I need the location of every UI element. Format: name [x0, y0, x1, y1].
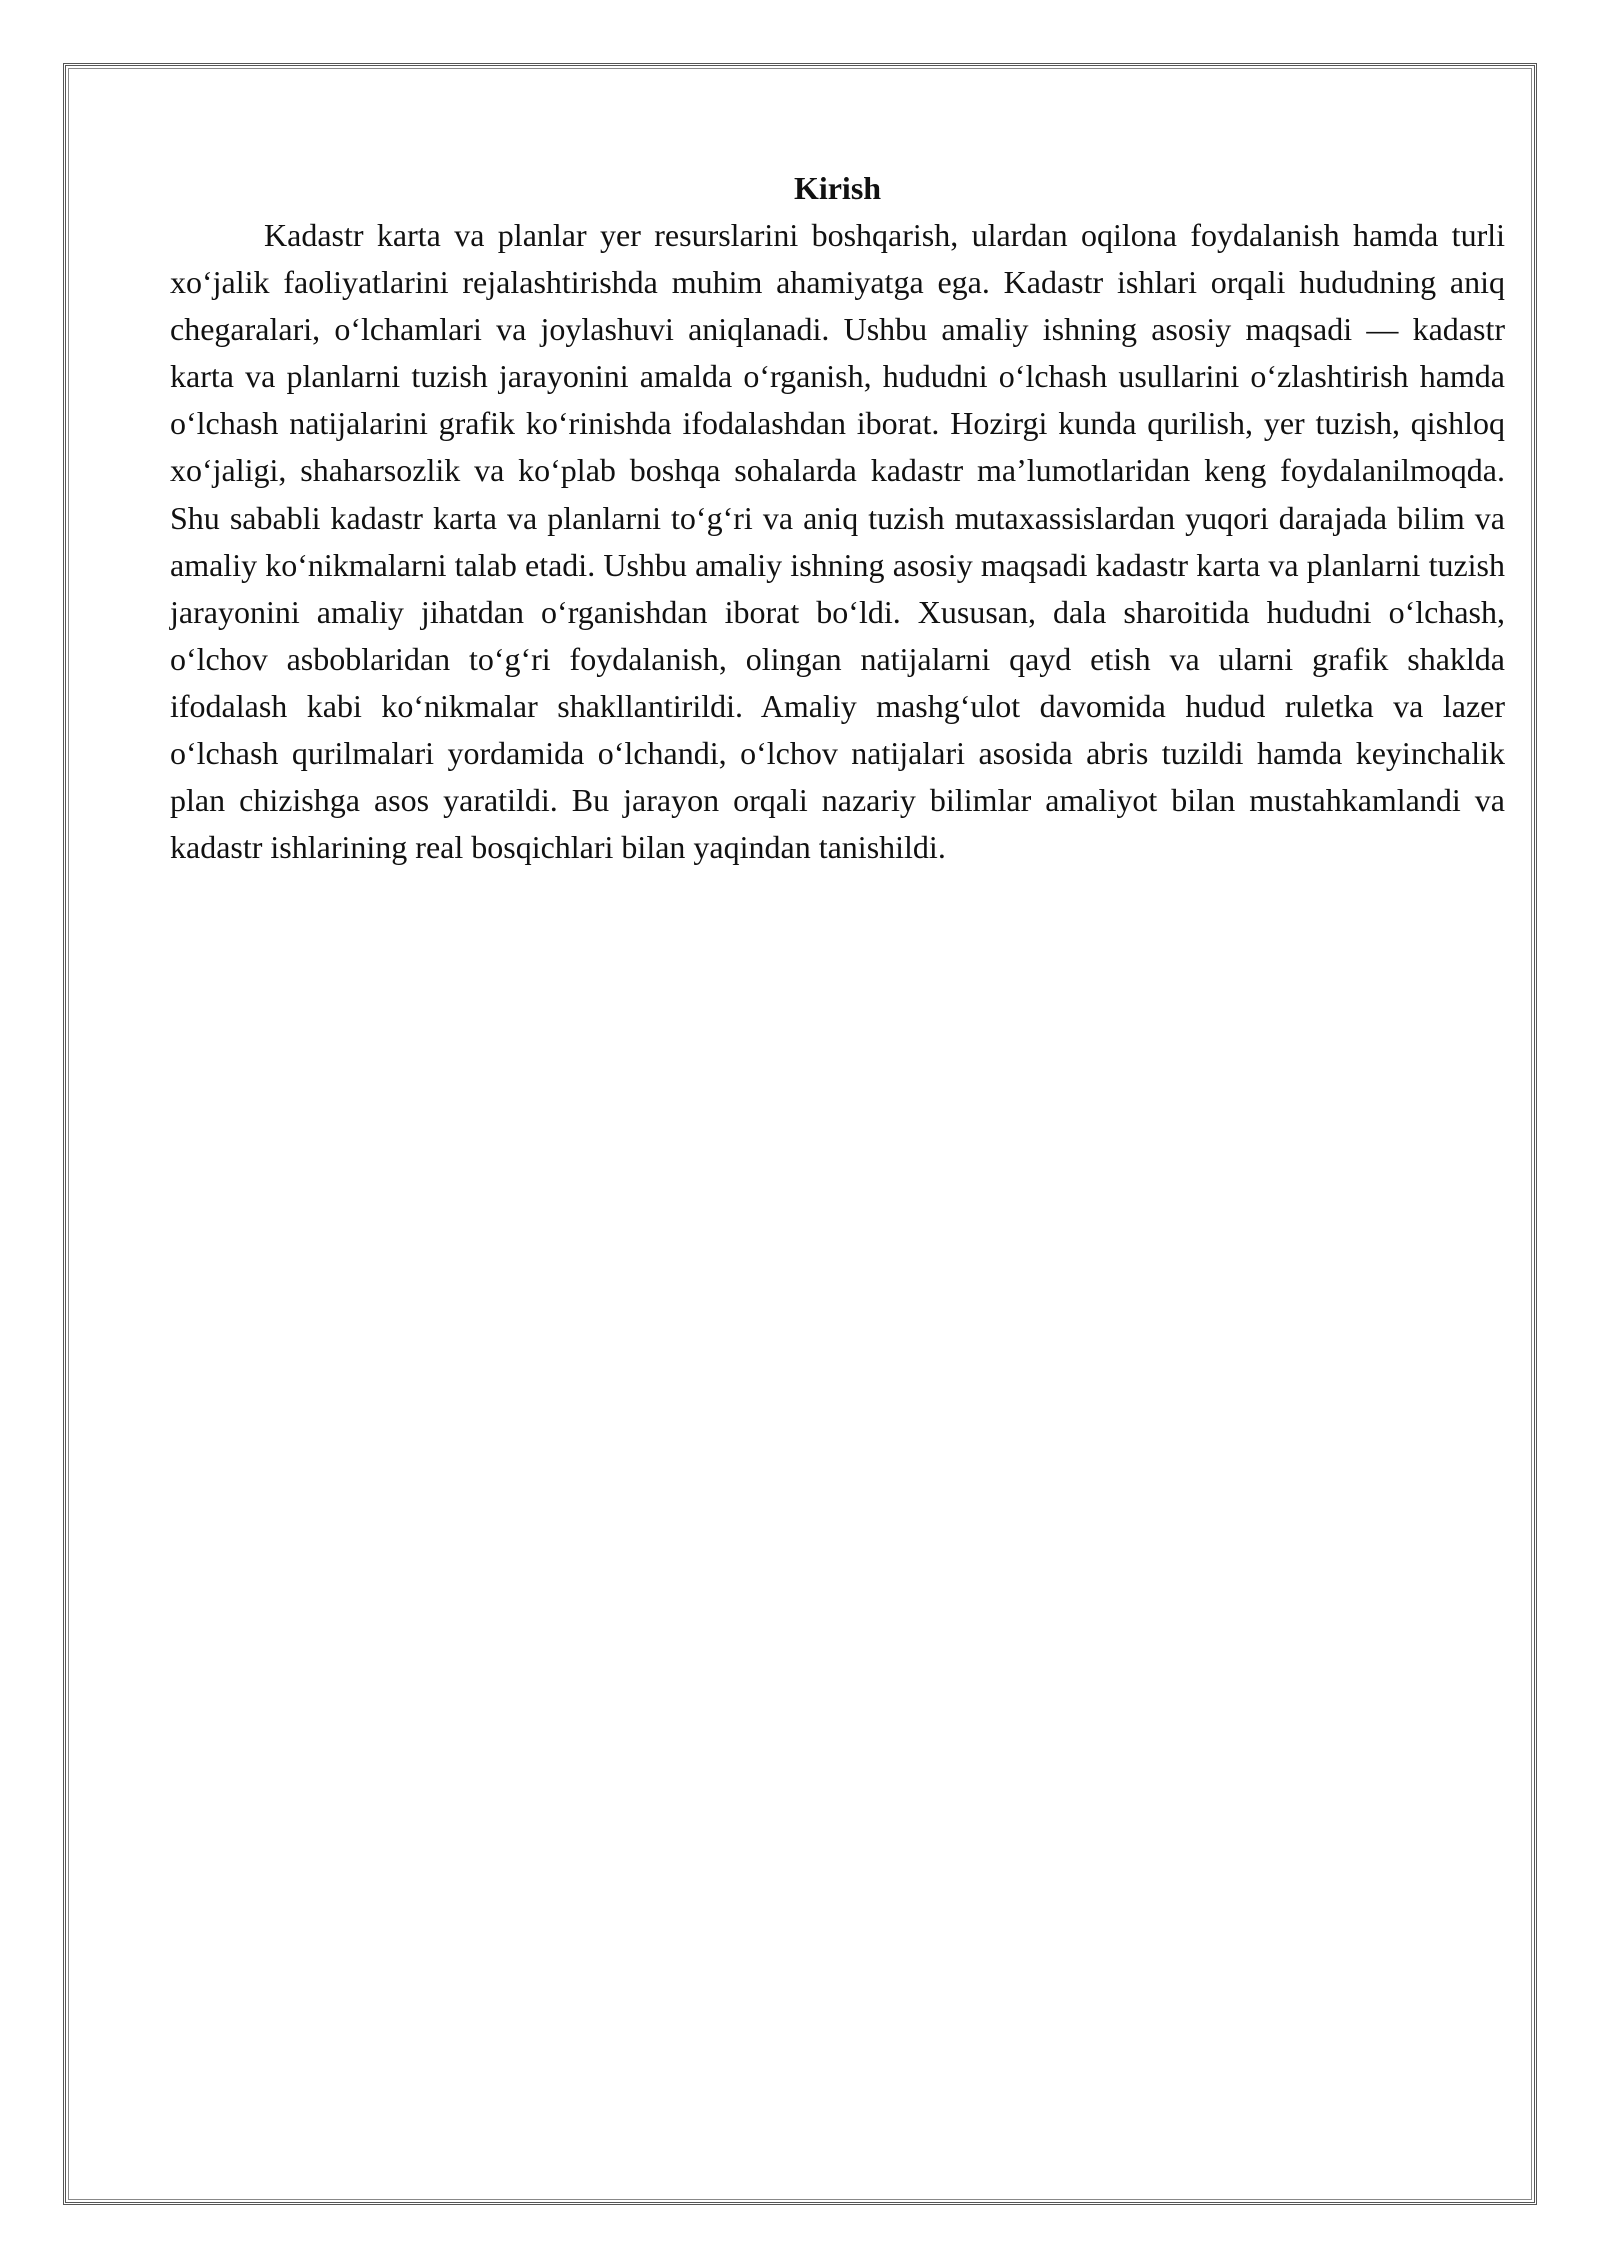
document-heading: Kirish [793, 170, 882, 206]
body-paragraph: Kadastr karta va planlar yer resurslarini boshqarish, ulardan oqilona foydalanish hamda turli xo‘jalik faoliyatlarini rejalashtirishda muhim ahamiyatga ega. Kadastr ishlari orqali hududning aniq chegaralari, o‘lchamlari va joylashuvi aniqlanadi. Ushbu amaliy ishning asosiy maqsadi — kadastr karta va planlarni tuzish jarayonini amalda o‘rganish, hududni o‘lchash usullarini o‘zlashtirish hamda o‘lchash natijalarini grafik ko‘rinishda ifodalashdan iborat. Hozirgi kunda qurilish, yer tuzish, qishloq xo‘jaligi, shaharsozlik va ko‘plab boshqa sohalarda kadastr ma’lumotlaridan keng foydalanilmoqda. Shu sababli kadastr karta va planlarni to‘g‘ri va aniq tuzish mutaxassislardan yuqori darajada bilim va amaliy ko‘nikmalarni talab etadi. Ushbu amaliy ishning asosiy maqsadi kadastr karta va planlarni tuzish jarayonini amaliy jihatdan o‘rganishdan iborat bo‘ldi. Xususan, dala sharoitida hududni o‘lchash, o‘lchov asboblaridan to‘g‘ri foydalanish, olingan natijalarni qayd etish va ularni grafik shaklda ifodalash kabi ko‘nikmalar shakllantirildi. Amaliy mashg‘ulot davomida hudud ruletka va lazer o‘lchash qurilmalari yordamida o‘lchandi, o‘lchov natijalari asosida abris tuzildi hamda keyinchalik plan chizishga asos yaratildi. Bu jarayon orqali nazariy bilimlar amaliyot bilan mustahkamlandi va kadastr ishlarining real bosqichlari bilan yaqindan tanishildi. [170, 217, 1505, 866]
document-body [170, 168, 1505, 871]
